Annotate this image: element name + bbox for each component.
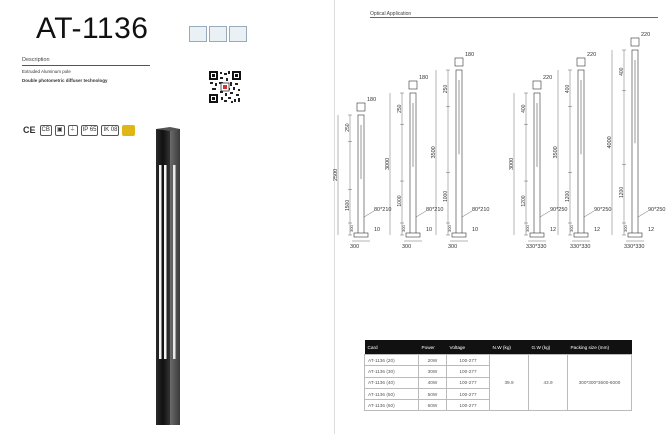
total-height-label: 2500 bbox=[333, 168, 339, 181]
power-cell: 60W bbox=[419, 400, 447, 411]
sun-icon bbox=[122, 125, 135, 136]
light-strip bbox=[458, 80, 460, 154]
column-header: Card bbox=[365, 340, 419, 355]
column-header: Packing size (mm) bbox=[568, 340, 632, 355]
leader-line bbox=[416, 211, 426, 217]
voltage-cell: 100-277 bbox=[447, 366, 490, 377]
qr-code-icon bbox=[208, 70, 242, 104]
cap-dimension-label: 220 bbox=[543, 75, 553, 81]
dimension-label: 250 bbox=[443, 84, 449, 94]
certification-icons bbox=[22, 124, 135, 136]
model-cell: AT-1136 (40) bbox=[365, 377, 419, 388]
dimension-label: 1000 bbox=[443, 190, 449, 202]
voltage-cell: 100-277 bbox=[447, 377, 490, 388]
spec-table bbox=[364, 340, 632, 411]
cap-square bbox=[631, 38, 639, 46]
base-dimension-label: 300 bbox=[350, 244, 360, 250]
dimension-label: 400 bbox=[565, 84, 571, 94]
feature-text: Double photometric diffuser technology bbox=[22, 78, 108, 83]
power-cell: 20W bbox=[419, 355, 447, 366]
model-cell: AT-1136 (30) bbox=[365, 366, 419, 377]
base-plate bbox=[406, 233, 420, 237]
leader-line bbox=[364, 211, 374, 217]
cap-dimension-label: 180 bbox=[367, 97, 377, 103]
dimension-label: 1200 bbox=[619, 186, 625, 198]
base-dimension-label: 330*330 bbox=[570, 244, 591, 250]
truck-icon: ▣ bbox=[55, 125, 65, 136]
foot-depth-label: 10 bbox=[472, 227, 479, 233]
light-strip bbox=[412, 103, 414, 167]
lamp-scene-icon bbox=[209, 26, 227, 42]
base-plate bbox=[354, 233, 368, 237]
column-header: Power bbox=[419, 340, 447, 355]
base-plate bbox=[628, 233, 642, 237]
dimension-label: 300 bbox=[401, 225, 406, 232]
cap-square bbox=[409, 81, 417, 89]
dimension-label: 1000 bbox=[397, 195, 403, 207]
total-height-label: 3500 bbox=[431, 146, 437, 159]
foot-dimension-label: 90*250 bbox=[648, 207, 666, 213]
landscape-icon bbox=[229, 26, 247, 42]
dimension-label: 300 bbox=[447, 225, 452, 232]
cap-square bbox=[455, 58, 463, 66]
cap-square bbox=[533, 81, 541, 89]
cap-square bbox=[357, 103, 365, 111]
model-cell: AT-1136 (50) bbox=[365, 388, 419, 399]
base-dimension-label: 330*330 bbox=[624, 244, 645, 250]
dimension-label: 250 bbox=[397, 104, 403, 113]
divider bbox=[22, 65, 150, 66]
dimension-label: 250 bbox=[345, 123, 351, 132]
column-header: G.W (kg) bbox=[529, 340, 568, 355]
foot-depth-label: 10 bbox=[426, 227, 433, 233]
foot-depth-label: 12 bbox=[550, 227, 557, 233]
foot-dimension-label: 80*210 bbox=[426, 207, 444, 213]
dimension-label: 1500 bbox=[345, 199, 351, 211]
dimension-label: 300 bbox=[525, 225, 530, 232]
leader-line bbox=[540, 211, 550, 217]
cap-dimension-label: 180 bbox=[465, 52, 475, 58]
foot-dimension-label: 90*250 bbox=[594, 207, 612, 213]
foot-depth-label: 10 bbox=[374, 227, 381, 233]
model-cell: AT-1136 (60) bbox=[365, 400, 419, 411]
light-strip bbox=[360, 125, 362, 179]
table-header-row bbox=[365, 340, 632, 355]
feature-text: Extruded Aluminum pole bbox=[22, 69, 71, 74]
cap-dimension-label: 220 bbox=[587, 52, 597, 58]
cap-dimension-label: 180 bbox=[419, 75, 429, 81]
dimension-label: 300 bbox=[569, 225, 574, 232]
total-height-label: 4000 bbox=[607, 136, 613, 149]
dimension-label: 1200 bbox=[521, 195, 527, 207]
dimension-label: 1200 bbox=[565, 190, 571, 202]
power-cell: 50W bbox=[419, 388, 447, 399]
base-plate bbox=[452, 233, 466, 237]
voltage-cell: 100-277 bbox=[447, 355, 490, 366]
base-dimension-label: 330*330 bbox=[526, 244, 547, 250]
foot-dimension-label: 80*210 bbox=[374, 207, 392, 213]
ik-rating-icon: IK 08 bbox=[101, 125, 119, 136]
cap-dimension-label: 220 bbox=[641, 32, 651, 38]
base-dimension-label: 300 bbox=[448, 244, 458, 250]
light-strip bbox=[580, 80, 582, 154]
foot-dimension-label: 80*210 bbox=[472, 207, 490, 213]
column-header: Voltage bbox=[447, 340, 490, 355]
power-cell: 40W bbox=[419, 377, 447, 388]
ce-mark-icon: CE bbox=[23, 124, 36, 135]
power-cell: 30W bbox=[419, 366, 447, 377]
base-plate bbox=[530, 233, 544, 237]
foot-depth-label: 12 bbox=[648, 227, 655, 233]
ip-rating-icon: IP 65 bbox=[81, 125, 99, 136]
total-height-label: 3500 bbox=[553, 146, 559, 159]
leader-line bbox=[584, 211, 594, 217]
page-divider bbox=[334, 0, 335, 434]
light-strip bbox=[536, 103, 538, 167]
packing-size-cell: 300*300*3600-6000 bbox=[568, 355, 632, 411]
product-title: AT-1136 bbox=[36, 12, 149, 45]
base-dimension-label: 300 bbox=[402, 244, 412, 250]
cap-square bbox=[577, 58, 585, 66]
divider bbox=[370, 17, 658, 18]
voltage-cell: 100-277 bbox=[447, 388, 490, 399]
dimension-label: 300 bbox=[623, 225, 628, 232]
ground-icon: ⏚ bbox=[68, 125, 78, 136]
leader-line bbox=[462, 211, 472, 217]
model-cell: AT-1136 (20) bbox=[365, 355, 419, 366]
dimension-label: 400 bbox=[619, 67, 625, 76]
dimension-label: 300 bbox=[349, 225, 354, 232]
optical-application-label: Optical Application bbox=[370, 11, 412, 17]
foot-depth-label: 12 bbox=[594, 227, 601, 233]
column-header: N.W (kg) bbox=[490, 340, 529, 355]
foot-dimension-label: 90*250 bbox=[550, 207, 568, 213]
table-row bbox=[365, 355, 632, 366]
gross-weight-cell: 43.9 bbox=[529, 355, 568, 411]
cb-mark-icon: CB bbox=[40, 125, 52, 136]
dimension-drawings bbox=[333, 30, 672, 255]
net-weight-cell: 39.9 bbox=[490, 355, 529, 411]
lamp-scene-icon bbox=[189, 26, 207, 42]
product-pole-image bbox=[150, 127, 186, 427]
dimension-label: 400 bbox=[521, 104, 527, 113]
light-strip bbox=[634, 60, 636, 143]
description-label: Description bbox=[22, 57, 50, 63]
base-plate bbox=[574, 233, 588, 237]
total-height-label: 3000 bbox=[509, 157, 515, 170]
voltage-cell: 100-277 bbox=[447, 400, 490, 411]
leader-line bbox=[638, 211, 648, 217]
total-height-label: 3000 bbox=[385, 157, 391, 170]
